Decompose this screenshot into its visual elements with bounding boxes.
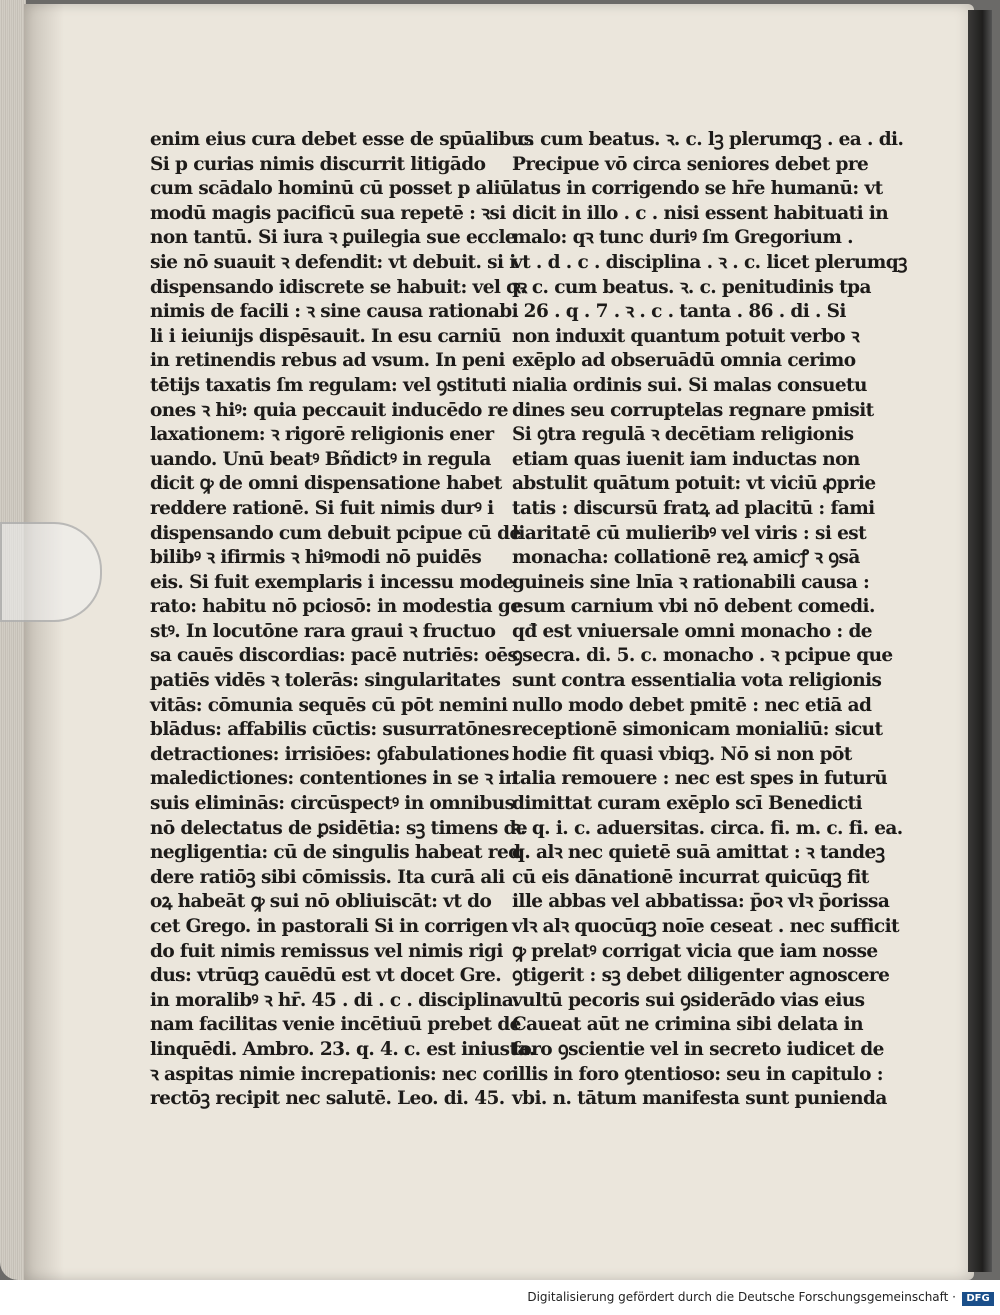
- text-line: in moralibꝰ ꝛ hr̄. 45 . di . c . disciplina.: [150, 989, 520, 1011]
- text-line: laxationem: ꝛ rigorē religionis ener: [150, 424, 494, 446]
- text-line: nialia ordinis sui. Si malas consuetu: [512, 374, 867, 396]
- text-line: q. alꝛ nec quietē suā amittat : ꝛ tandeꝫ: [512, 842, 885, 864]
- text-line: ꝯsecra. di. 5. c. monacho . ꝛ pcipue que: [512, 645, 893, 667]
- text-line: receptionē simonicam monialiū: sicut: [512, 719, 883, 741]
- text-line: in retinendis rebus ad vsum. In peni: [150, 350, 505, 372]
- text-line: detractiones: irrisiōes: ꝯfabulationes: [150, 743, 509, 765]
- text-line: hodie fit quasi vbiqꝫ. Nō si non pōt: [512, 743, 852, 765]
- text-line: linquēdi. Ambro. 23. q. 4. c. est iniusta.: [150, 1038, 535, 1060]
- text-line: ꝛ. q. i. c. aduersitas. circa. fi. m. c. fi. ea.: [512, 817, 903, 839]
- bookmark-clip: [0, 522, 102, 622]
- text-line: nam facilitas venie incētiuū prebet de: [150, 1014, 521, 1036]
- gutter-shadow: [24, 4, 64, 1280]
- text-line: negligentia: cū de singulis habeat red: [150, 842, 521, 864]
- text-line: patiēs vidēs ꝛ tolerās: singularitates: [150, 670, 501, 692]
- text-line: cum scādalo hominū cū posset p aliū: [150, 178, 513, 200]
- text-line: tatis : discursū fratꝝ ad placitū : fami: [512, 497, 875, 519]
- text-line: stꝰ. In locutōne rara graui ꝛ fructuo: [150, 620, 496, 642]
- text-line: .c. cum beatus. ꝛ. c. lꝫ plerumqꝫ . ea . di.: [512, 129, 904, 150]
- footer-bar: [0, 1280, 1000, 1315]
- text-line: Precipue vō circa seniores debet pre: [512, 153, 869, 175]
- text-line: ꝛ. c. cum beatus. ꝛ. c. penitudinis tpa: [512, 276, 871, 298]
- text-line: dispensando cum debuit pcipue cū de: [150, 522, 521, 544]
- text-line: dispensando idiscrete se habuit: vel qꝛ: [150, 276, 527, 298]
- text-line: cū eis dānationē incurrat quicūqꝫ fit: [512, 866, 869, 888]
- text-line: tētijs taxatis ſm regulam: vel ꝯstituti: [150, 374, 507, 396]
- text-line: suis eliminās: circūspectꝰ in omnibus: [150, 793, 515, 815]
- text-line: uando. Unū beatꝰ Bñdictꝰ in regula: [150, 448, 491, 470]
- text-line: guineis sine lnīa ꝛ rationabili causa :: [512, 571, 870, 593]
- text-line: ille abbas vel abbatissa: p̄oꝛ vlꝛ p̄orissa: [512, 891, 890, 913]
- text-line: monacha: collationē reꝝ amicꝭ ꝛ ꝯsā: [512, 547, 860, 569]
- text-line: dicit in illo . c . nisi essent habituati in: [512, 202, 889, 224]
- text-line: ꝛ aspitas nimie increpationis: nec cor: [150, 1063, 514, 1085]
- text-line: sie nō suauit ꝛ defendit: vt debuit. si i: [150, 251, 516, 273]
- text-line: ones ꝛ hiꝰ: quia peccauit inducēdo re: [150, 399, 508, 421]
- page-stack-edge: [0, 0, 26, 1280]
- text-line: vlꝛ alꝛ quocūqꝫ noīe ceseat . nec sufficit: [512, 916, 899, 937]
- text-line: sa cauēs discordias: pacē nutriēs: oēs: [150, 645, 518, 667]
- text-line: sunt contra essentialia vota religionis: [512, 670, 882, 692]
- text-line: . 26 . q . 7 . ꝛ . c . tanta . 86 . di . Si: [512, 301, 846, 323]
- text-line: Caueat aūt ne crimina sibi delata in: [512, 1014, 863, 1036]
- text-line: nimis de facili : ꝛ sine causa rationabi: [150, 301, 518, 323]
- text-line: esum carnium vbi nō debent comedi.: [512, 596, 875, 618]
- text-line: Si p curias nimis discurrit litigādo: [150, 153, 486, 175]
- text-line: non induxit quantum potuit verbo ꝛ: [512, 325, 860, 347]
- text-line: Si ꝯtra regulā ꝛ decētiam religionis: [512, 424, 854, 446]
- text-line: dimittat curam exēplo scī Benedicti: [512, 793, 862, 815]
- text-line: ꝯtigerit : sꝫ debet diligenter agnoscere: [512, 965, 890, 987]
- text-column-right: [512, 128, 907, 1112]
- text-line: dere ratiōꝫ sibi cōmissis. Ita curā ali: [150, 866, 505, 888]
- text-line: dicit ꝙ de omni dispensatione habet: [150, 473, 502, 495]
- text-column-left: [150, 128, 535, 1112]
- text-line: li i ieiunijs dispēsauit. In esu carniū: [150, 325, 501, 347]
- text-line: ꝙ prelatꝰ corrigat vicia que iam nosse: [512, 940, 878, 962]
- text-line: vultū pecoris sui ꝯsiderādo vias eius: [512, 989, 865, 1011]
- text-line: eis. Si fuit exemplaris i incessu mode: [150, 571, 514, 593]
- text-line: cet Grego. in pastorali Si in corrigen: [150, 916, 508, 937]
- text-line: blādus: affabilis cūctis: susurratōnes: [150, 719, 511, 741]
- text-line: nullo modo debet pmitē : nec etiā ad: [512, 694, 872, 716]
- text-line: do fuit nimis remissus vel nimis rigi: [150, 940, 503, 962]
- text-line: nō delectatus de ꝑsidētia: sꝫ timens de: [150, 817, 528, 839]
- text-line: illis in foro ꝯtentioso: seu in capitulo :: [512, 1063, 883, 1085]
- text-line: oꝝ habeāt ꝙ sui nō obliuiscāt: vt do: [150, 891, 492, 913]
- text-line: bilibꝰ ꝛ ifirmis ꝛ hiꝰmodi nō puidēs: [150, 547, 482, 569]
- text-line: abstulit quātum potuit: vt viciū ꝓprie: [512, 473, 876, 495]
- book-right-edge: [968, 10, 992, 1272]
- text-line: rectōꝫ recipit nec salutē. Leo. di. 45.: [150, 1088, 505, 1110]
- text-line: non tantū. Si iura ꝛ ꝑuilegia sue eccle: [150, 227, 517, 249]
- text-line: vbi. n. tātum manifesta sunt punienda: [512, 1088, 887, 1110]
- text-line: foro ꝯscientie vel in secreto iudicet de: [512, 1038, 884, 1060]
- text-line: dines seu corruptelas regnare pmisit: [512, 399, 874, 421]
- text-line: modū magis pacificū sua repetē : ꝛsi: [150, 202, 506, 224]
- text-line: vt . d . c . disciplina . ꝛ . c. licet plerumqꝫ: [512, 251, 907, 273]
- text-line: enim eius cura debet esse de spūalibus: [150, 129, 534, 150]
- text-line: vitās: cōmunia sequēs cū pōt nemini: [150, 694, 508, 716]
- text-line: malo: qꝛ tunc duriꝰ ſm Gregorium .: [512, 227, 854, 249]
- text-line: exēplo ad obseruādū omnia cerimo: [512, 350, 856, 372]
- text-line: rato: habitu nō pciosō: in modestia ge: [150, 596, 522, 618]
- dfg-logo: DFG: [962, 1292, 994, 1306]
- text-line: latus in corrigendo se hr̄e humanū: vt: [512, 178, 883, 200]
- text-line: talia remouere : nec est spes in futurū: [512, 768, 888, 790]
- text-line: etiam quas iuenit iam inductas non: [512, 448, 860, 470]
- text-line: dus: vtrūqꝫ cauēdū est vt docet Gre.: [150, 965, 502, 987]
- text-line: liaritatē cū mulieribꝰ vel viris : si est: [512, 522, 867, 544]
- text-line: reddere rationē. Si fuit nimis durꝰ i: [150, 497, 494, 519]
- text-line: qđ est vniuersale omni monacho : de: [512, 620, 872, 642]
- text-line: maledictiones: contentiones in se ꝛ in: [150, 768, 518, 790]
- funding-notice: Digitalisierung gefördert durch die Deutsche Forschungsgemeinschaft ·: [527, 1290, 956, 1304]
